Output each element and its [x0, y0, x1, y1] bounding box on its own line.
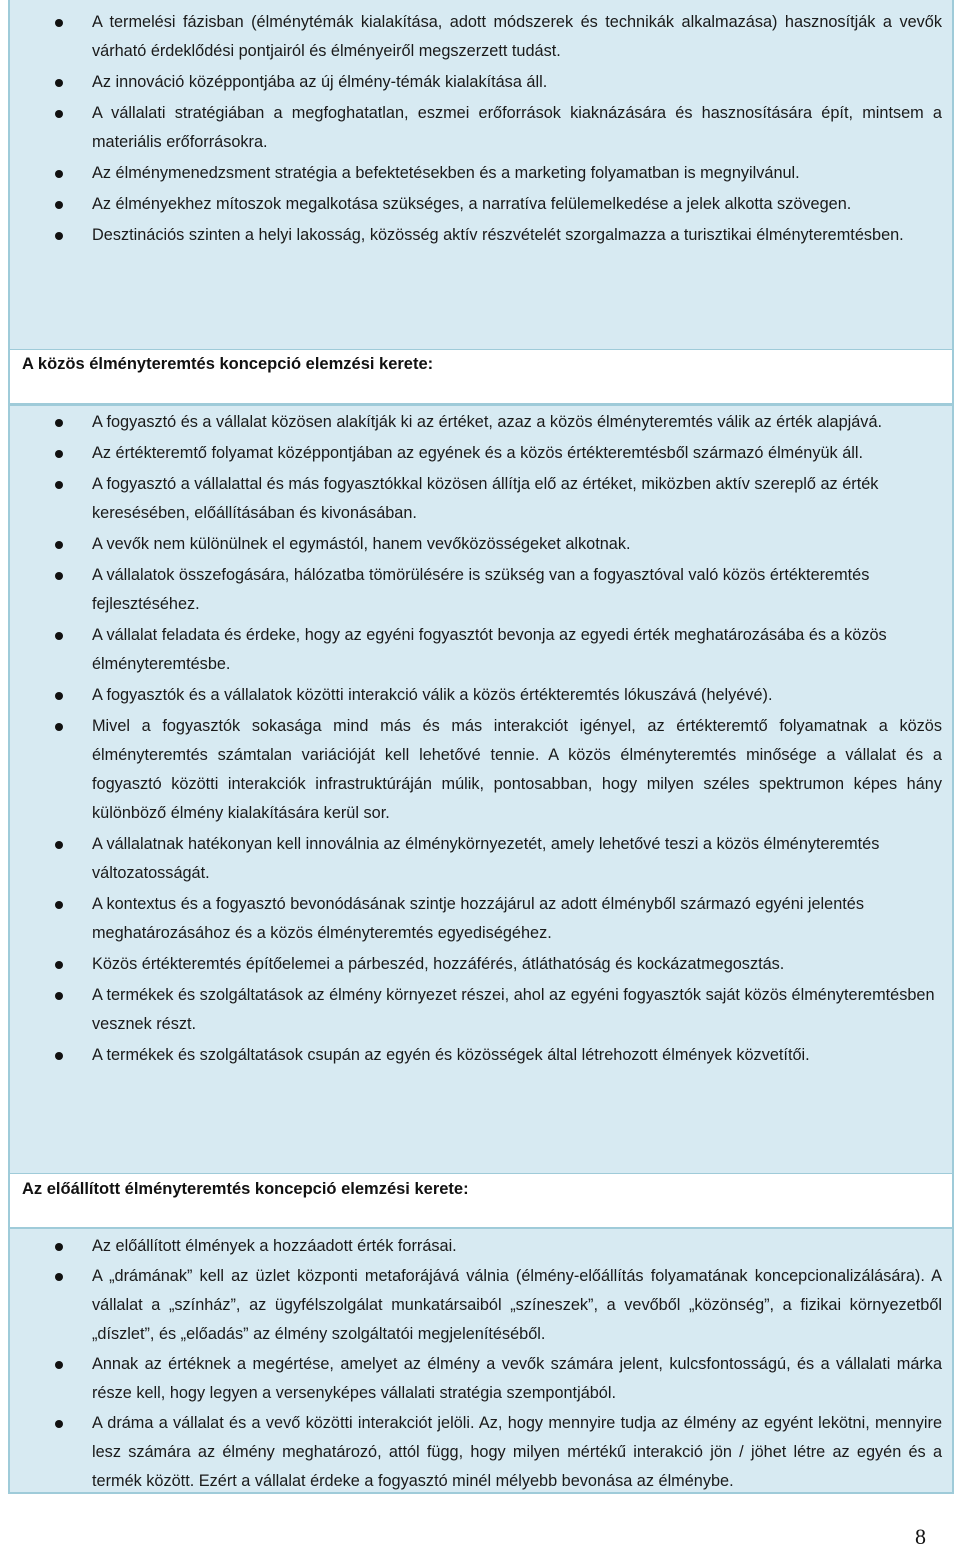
bullet-icon [55, 541, 63, 549]
list-item [10, 890, 952, 950]
bullet-icon [55, 79, 63, 87]
bullet-icon [55, 632, 63, 640]
list-item-text: Az értékteremtő folyamat középpontjában az egyének és a közös értékteremtésből származó élményük áll. [92, 444, 864, 462]
list-item-text: A fogyasztó és a vállalat közösen alakítják ki az értéket, azaz a közös élményteremtés válik az érték alapjává. [92, 413, 883, 431]
bullet-icon [55, 572, 63, 580]
list-item [10, 1262, 952, 1350]
list-item [10, 408, 952, 439]
list-item [10, 470, 952, 530]
list-item-text: A dráma a vállalat és a vevő közötti interakciót jelöli. Az, hogy mennyire tudja az élmény az egyént lekötni, mennyire lesz számára az élmény meghatározó, attól függ, hogy milyen mértékű interakció jön / jöhet létre az egyén és a termék között. Ezért a vállalat érdeke a fogyasztó minél mélyebb bevonása az élménybe. [92, 1414, 942, 1490]
section-3-heading: Az előállított élményteremtés koncepció elemzési kerete: [22, 1180, 469, 1198]
page-number: 8 [915, 1524, 926, 1549]
bullet-icon [55, 110, 63, 118]
list-item-text: A fogyasztó a vállalattal és más fogyasztókkal közösen állítja elő az értéket, miközben aktív szereplő az érték keresésében, előállításában és kivonásában. [92, 475, 879, 522]
section-2-list [10, 408, 952, 1072]
bullet-icon [55, 170, 63, 178]
list-item [10, 712, 952, 830]
list-item-text: A vevők nem különülnek el egymástól, hanem vevőközösségeket alkotnak. [92, 535, 631, 553]
list-item [10, 68, 952, 99]
list-item [10, 1409, 952, 1497]
section-2-box [8, 405, 954, 1174]
section-3-header [8, 1174, 954, 1229]
list-item-text: A termelési fázisban (élménytémák kialakítása, adott módszerek és technikák alkalmazása) hasznosítják a vevők várható érdeklődési pontjairól és élményeiről megszerzett tudást. [92, 13, 942, 60]
bullet-icon [55, 723, 63, 731]
bullet-icon [55, 901, 63, 909]
list-item-text: A termékek és szolgáltatások az élmény környezet részei, ahol az egyéni fogyasztók saját közös élményteremtésben vesznek részt. [92, 986, 935, 1033]
section-1-box [8, 0, 954, 350]
list-item [10, 8, 952, 68]
list-item-text: Desztinációs szinten a helyi lakosság, közösség aktív részvételét szorgalmazza a turisztikai élményteremtésben. [92, 226, 904, 244]
list-item [10, 681, 952, 712]
list-item-text: Az innováció középpontjába az új élmény-témák kialakítása áll. [92, 73, 548, 91]
list-item-text: A fogyasztók és a vállalatok közötti interakció válik a közös értékteremtés lókuszává (helyévé). [92, 686, 773, 704]
list-item [10, 561, 952, 621]
section-2-header [8, 350, 954, 405]
bullet-icon [55, 1273, 63, 1281]
list-item [10, 439, 952, 470]
list-item-text: A vállalatnak hatékonyan kell innoválnia az élménykörnyezetét, amely lehetővé teszi a közös élményteremtés változatosságát. [92, 835, 880, 882]
bullet-icon [55, 841, 63, 849]
list-item-text: A vállalati stratégiában a megfoghatatlan, eszmei erőforrások kiaknázására és hasznosítására épít, mintsem a materiális erőforrásokra. [92, 104, 942, 151]
bullet-icon [55, 419, 63, 427]
list-item-text: A vállalatok összefogására, hálózatba tömörülésére is szükség van a fogyasztóval való közös értékteremtés fejlesztéséhez. [92, 566, 870, 613]
bullet-icon [55, 481, 63, 489]
bullet-icon [55, 1243, 63, 1251]
bullet-icon [55, 201, 63, 209]
bullet-icon [55, 232, 63, 240]
list-item [10, 1350, 952, 1409]
bullet-icon [55, 19, 63, 27]
list-item [10, 830, 952, 890]
list-item [10, 159, 952, 190]
list-item [10, 530, 952, 561]
list-item [10, 981, 952, 1041]
bullet-icon [55, 992, 63, 1000]
list-item-text: Az élményekhez mítoszok megalkotása szükséges, a narratíva felülemelkedése a jelek alkotta szövegen. [92, 195, 852, 213]
list-item-text: A „drámának” kell az üzlet központi metaforájává válnia (élmény-előállítás folyamatának koncepcionalizálására). A vállalat a „színház”, az ügyfélszolgálat munkatársaiból „színeszek”, a vevőből „közönség”, a fizikai környezetből „díszlet”, és „előadás” az élmény szolgáltatói megjelenítéséből. [92, 1267, 942, 1343]
list-item [10, 1232, 952, 1262]
bullet-icon [55, 1361, 63, 1369]
list-item [10, 1041, 952, 1072]
list-item [10, 99, 952, 159]
section-2-heading: A közös élményteremtés koncepció elemzési kerete: [22, 355, 434, 373]
bullet-icon [55, 1420, 63, 1428]
bullet-icon [55, 961, 63, 969]
list-item-text: A termékek és szolgáltatások csupán az egyén és közösségek által létrehozott élmények közvetítői. [92, 1046, 810, 1064]
section-3-list [10, 1232, 952, 1497]
list-item-text: A kontextus és a fogyasztó bevonódásának szintje hozzájárul az adott élményből származó egyéni jelentés meghatározásához és a közös élményteremtés egyediségéhez. [92, 895, 865, 942]
list-item-text: Annak az értéknek a megértése, amelyet az élmény a vevők számára jelent, kulcsfontosságú, és a vállalati márka része kell, hogy legyen a versenyképes vállalati stratégia szempontjából. [92, 1355, 942, 1402]
list-item-text: A vállalat feladata és érdeke, hogy az egyéni fogyasztót bevonja az egyedi érték meghatározásába és a közös élményteremtésbe. [92, 626, 887, 673]
list-item [10, 621, 952, 681]
list-item-text: Az előállított élmények a hozzáadott érték forrásai. [92, 1237, 457, 1255]
list-item-text: Közös értékteremtés építőelemei a párbeszéd, hozzáférés, átláthatóság és kockázatmegosztás. [92, 955, 785, 973]
list-item [10, 221, 952, 252]
section-1-list [10, 8, 952, 252]
bullet-icon [55, 692, 63, 700]
list-item-text: Az élménymenedzsment stratégia a befektetésekben és a marketing folyamatban is megnyilvánul. [92, 164, 800, 182]
bullet-icon [55, 450, 63, 458]
bullet-icon [55, 1052, 63, 1060]
list-item [10, 950, 952, 981]
list-item-text: Mivel a fogyasztók sokasága mind más és más interakciót igényel, az értékteremtő folyamatnak a közös élményteremtés számtalan variációját kell lehetővé tennie. A közös élményteremtés minősége a vállalat és a fogyasztó közötti interakciók infrastruktúráján múlik, pontosabban, hogy milyen széles spektrumon képes hány különböző élmény kialakítására kerül sor. [92, 717, 942, 822]
section-3-box [8, 1229, 954, 1494]
list-item [10, 190, 952, 221]
